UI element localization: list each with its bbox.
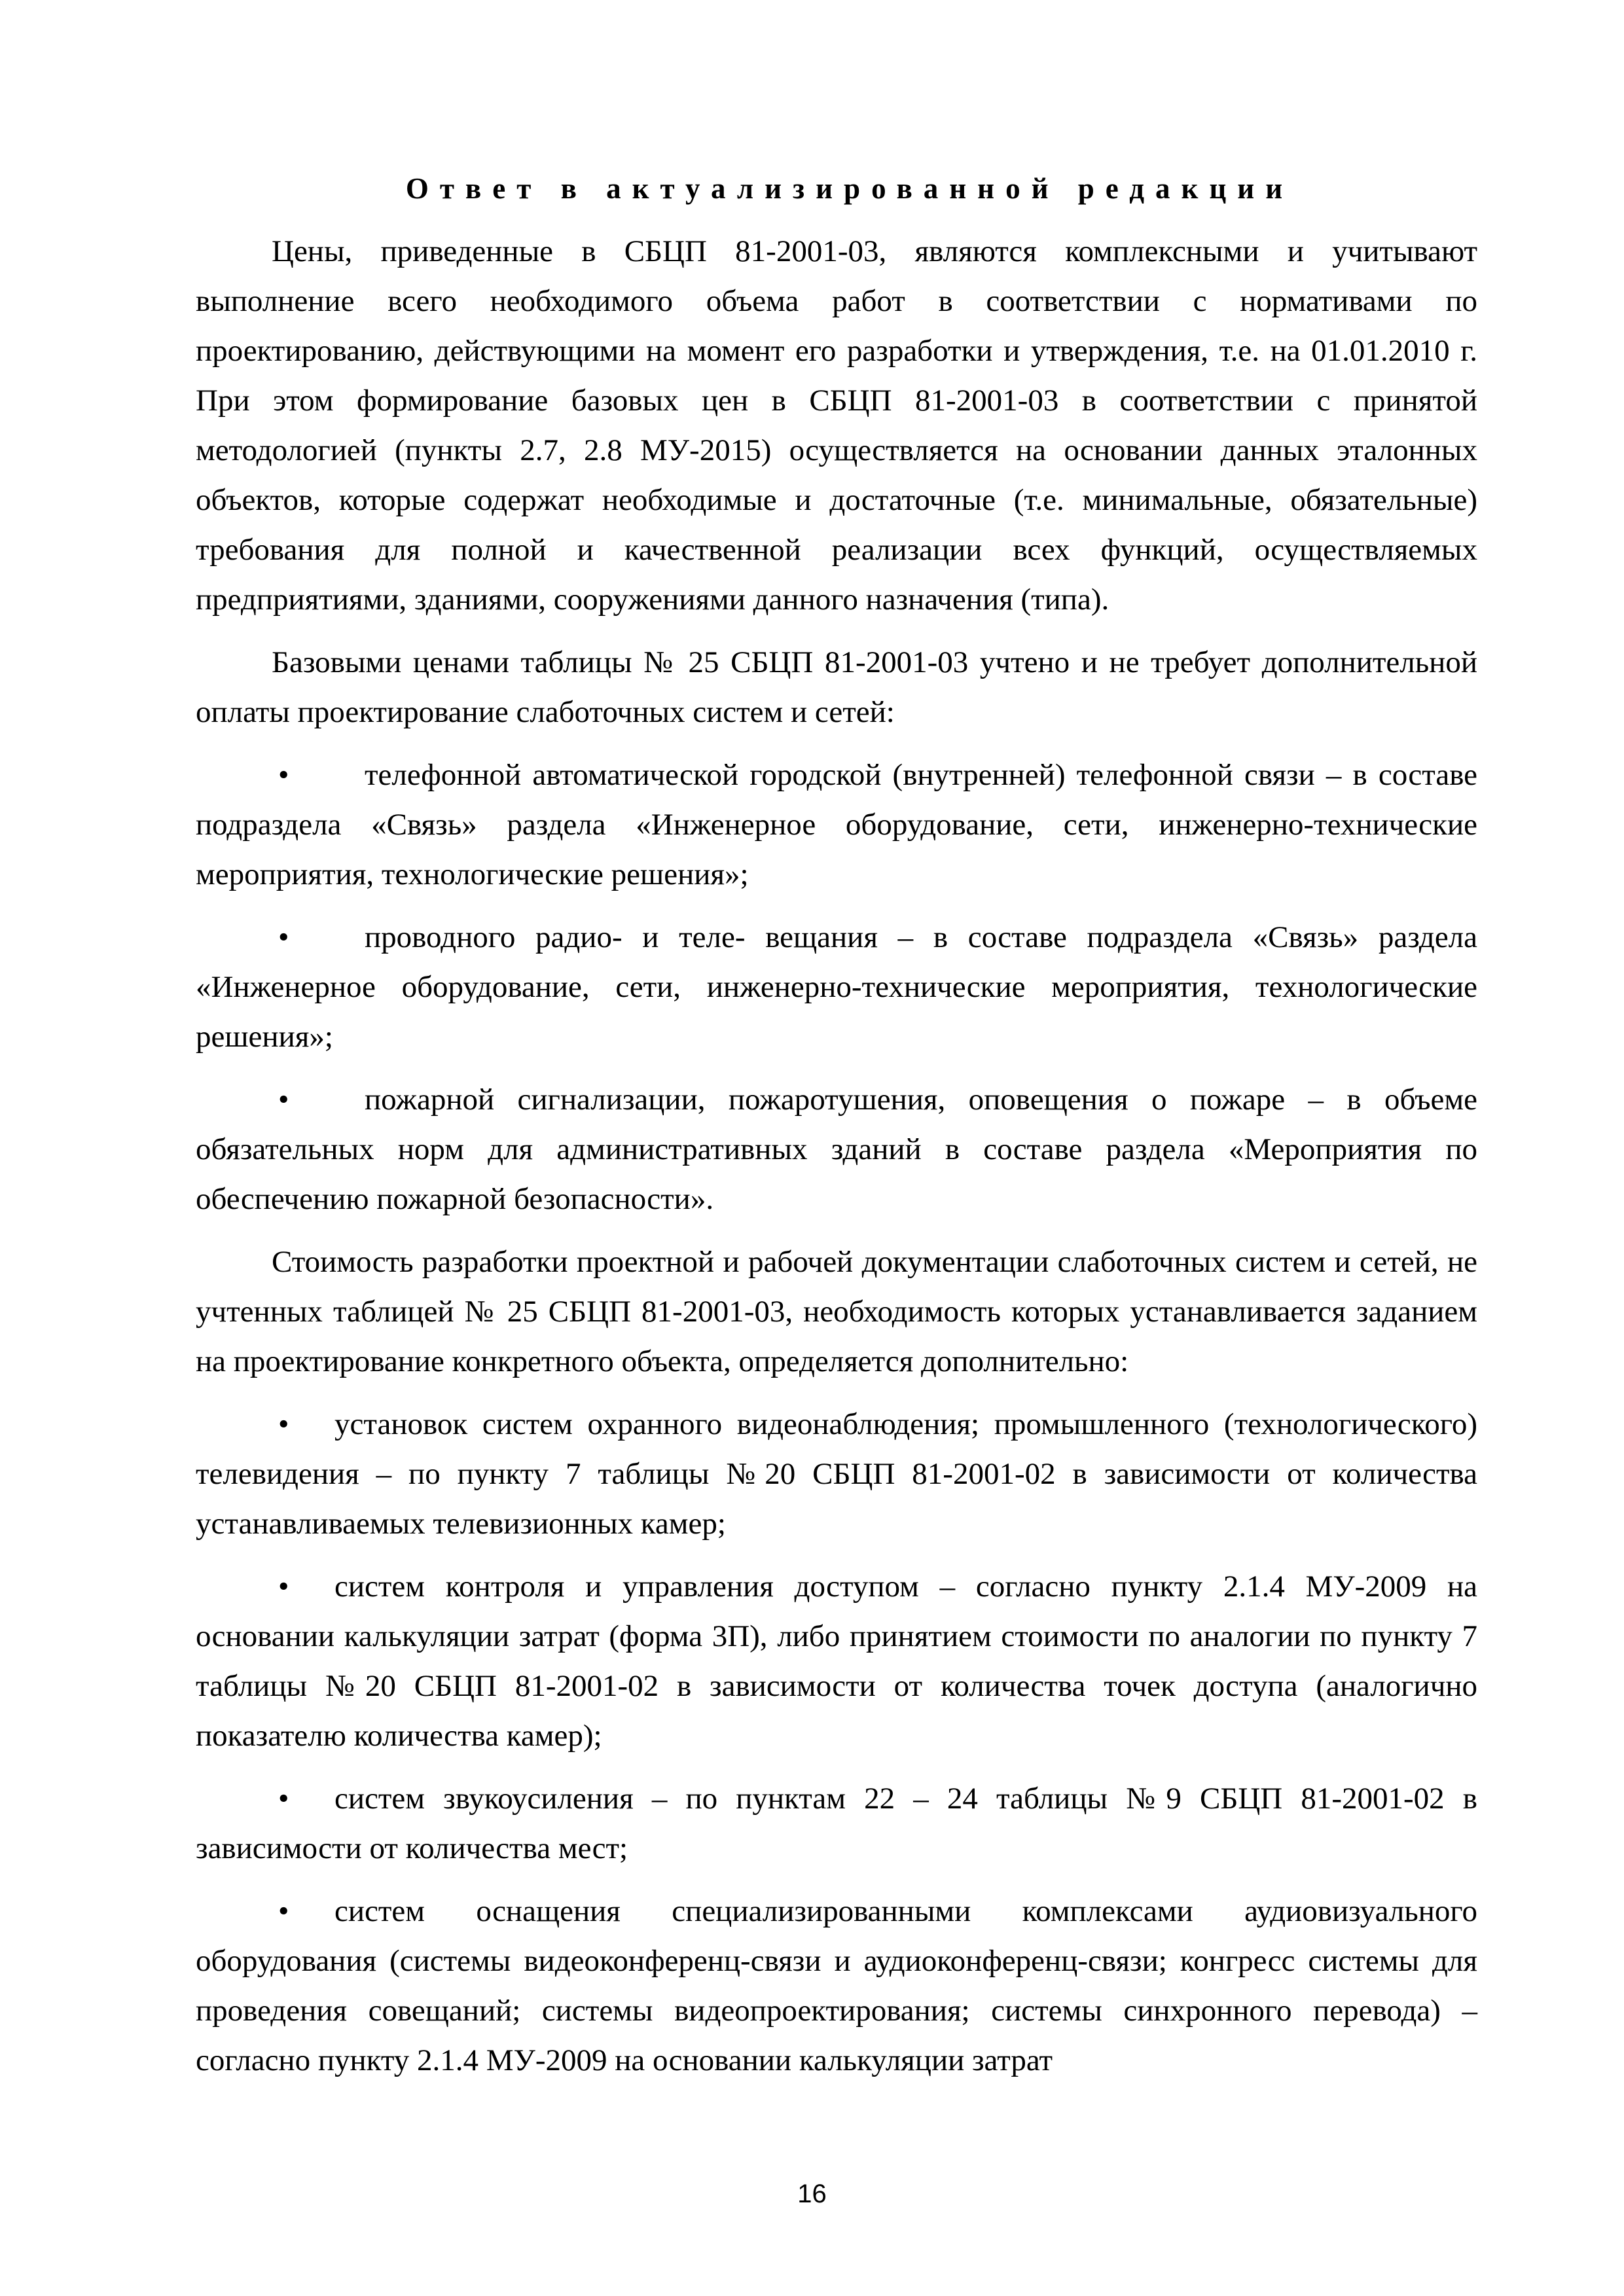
list-item-text: телефонной автоматической городской (внутренней) телефонной связи – в составе подраздела «Связь» раздела «Инженерное оборудование, сети, инженерно-технические мероприятия, технологические решения»; bbox=[196, 758, 1477, 891]
list-item-text: проводного радио- и теле- вещания – в составе подраздела «Связь» раздела «Инженерное оборудование, сети, инженерно-технические мероприятия, технологические решения»; bbox=[196, 920, 1477, 1054]
list-item-text: пожарной сигнализации, пожаротушения, оповещения о пожаре – в объеме обязательных норм для административных зданий в составе раздела «Мероприятия по обеспечению пожарной безопасности». bbox=[196, 1083, 1477, 1216]
paragraph: Стоимость разработки проектной и рабочей документации слаботочных систем и сетей, не учтенных таблицей № 25 СБЦП 81-2001-03, необходимость которых устанавливается заданием на проектирование конкретного объекта, определяется дополнительно: bbox=[196, 1245, 1477, 1378]
paragraph: Цены, приведенные в СБЦП 81-2001-03, являются комплексными и учитывают выполнение всего необходимого объема работ в соответствии с нормативами по проектированию, действующими на момент его разработки и утверждения, т.е. на 01.01.2010 г. При этом формирование базовых цен в СБЦП 81-2001-03 в соответствии с принятой методологией (пункты 2.7, 2.8 МУ-2015) осуществляется на основании данных эталонных объектов, которые содержат необходимые и достаточные (т.е. минимальные, обязательные) требования для полной и качественной реализации всех функций, осуществляемых предприятиями, зданиями, сооружениями данного назначения (типа). bbox=[196, 234, 1477, 617]
list-item bbox=[196, 1886, 1477, 2085]
list-item-text: установок систем охранного видеонаблюдения; промышленного (технологического) телевидения – по пункту 7 таблицы №20 СБЦП 81-2001-02 в зависимости от количества устанавливаемых телевизионных камер; bbox=[196, 1407, 1477, 1541]
list-item bbox=[196, 912, 1477, 1062]
bullet-icon: • bbox=[278, 758, 289, 792]
bullet-icon: • bbox=[278, 1083, 289, 1117]
list-item bbox=[196, 1774, 1477, 1873]
bullet-icon: • bbox=[278, 1894, 289, 1928]
list-item bbox=[196, 1399, 1477, 1549]
bullet-icon: • bbox=[278, 1570, 289, 1604]
list-item bbox=[196, 1562, 1477, 1761]
bullet-icon: • bbox=[278, 920, 289, 954]
list-item-text: систем контроля и управления доступом – согласно пункту 2.1.4 МУ-2009 на основании калькуляции затрат (форма 3П), либо принятием стоимости по аналогии по пункту 7 таблицы №20 СБЦП 81-2001-02 в зависимости от количества точек доступа (аналогично показателю количества камер); bbox=[196, 1570, 1477, 1753]
paragraph: Базовыми ценами таблицы № 25 СБЦП 81-2001-03 учтено и не требует дополнительной оплаты проектирование слаботочных систем и сетей: bbox=[196, 645, 1477, 729]
bullet-icon: • bbox=[278, 1782, 289, 1816]
section-heading: Ответ в актуализированной редакции bbox=[405, 172, 1294, 205]
bullet-icon: • bbox=[278, 1407, 289, 1441]
list-item bbox=[196, 750, 1477, 899]
page-number: 16 bbox=[797, 2179, 827, 2208]
list-item-text: систем звукоусиления – по пунктам 22 – 24 таблицы №9 СБЦП 81-2001-02 в зависимости от количества мест; bbox=[196, 1782, 1477, 1865]
list-item bbox=[196, 1075, 1477, 1224]
list-item-text: систем оснащения специализированными комплексами аудиовизуального оборудования (системы видеоконференц-связи и аудиоконференц-связи; конгресс системы для проведения совещаний; системы видеопроектирования; системы синхронного перевода) – согласно пункту 2.1.4 МУ-2009 на основании калькуляции затрат bbox=[196, 1894, 1477, 2077]
document-page bbox=[196, 164, 1477, 2098]
